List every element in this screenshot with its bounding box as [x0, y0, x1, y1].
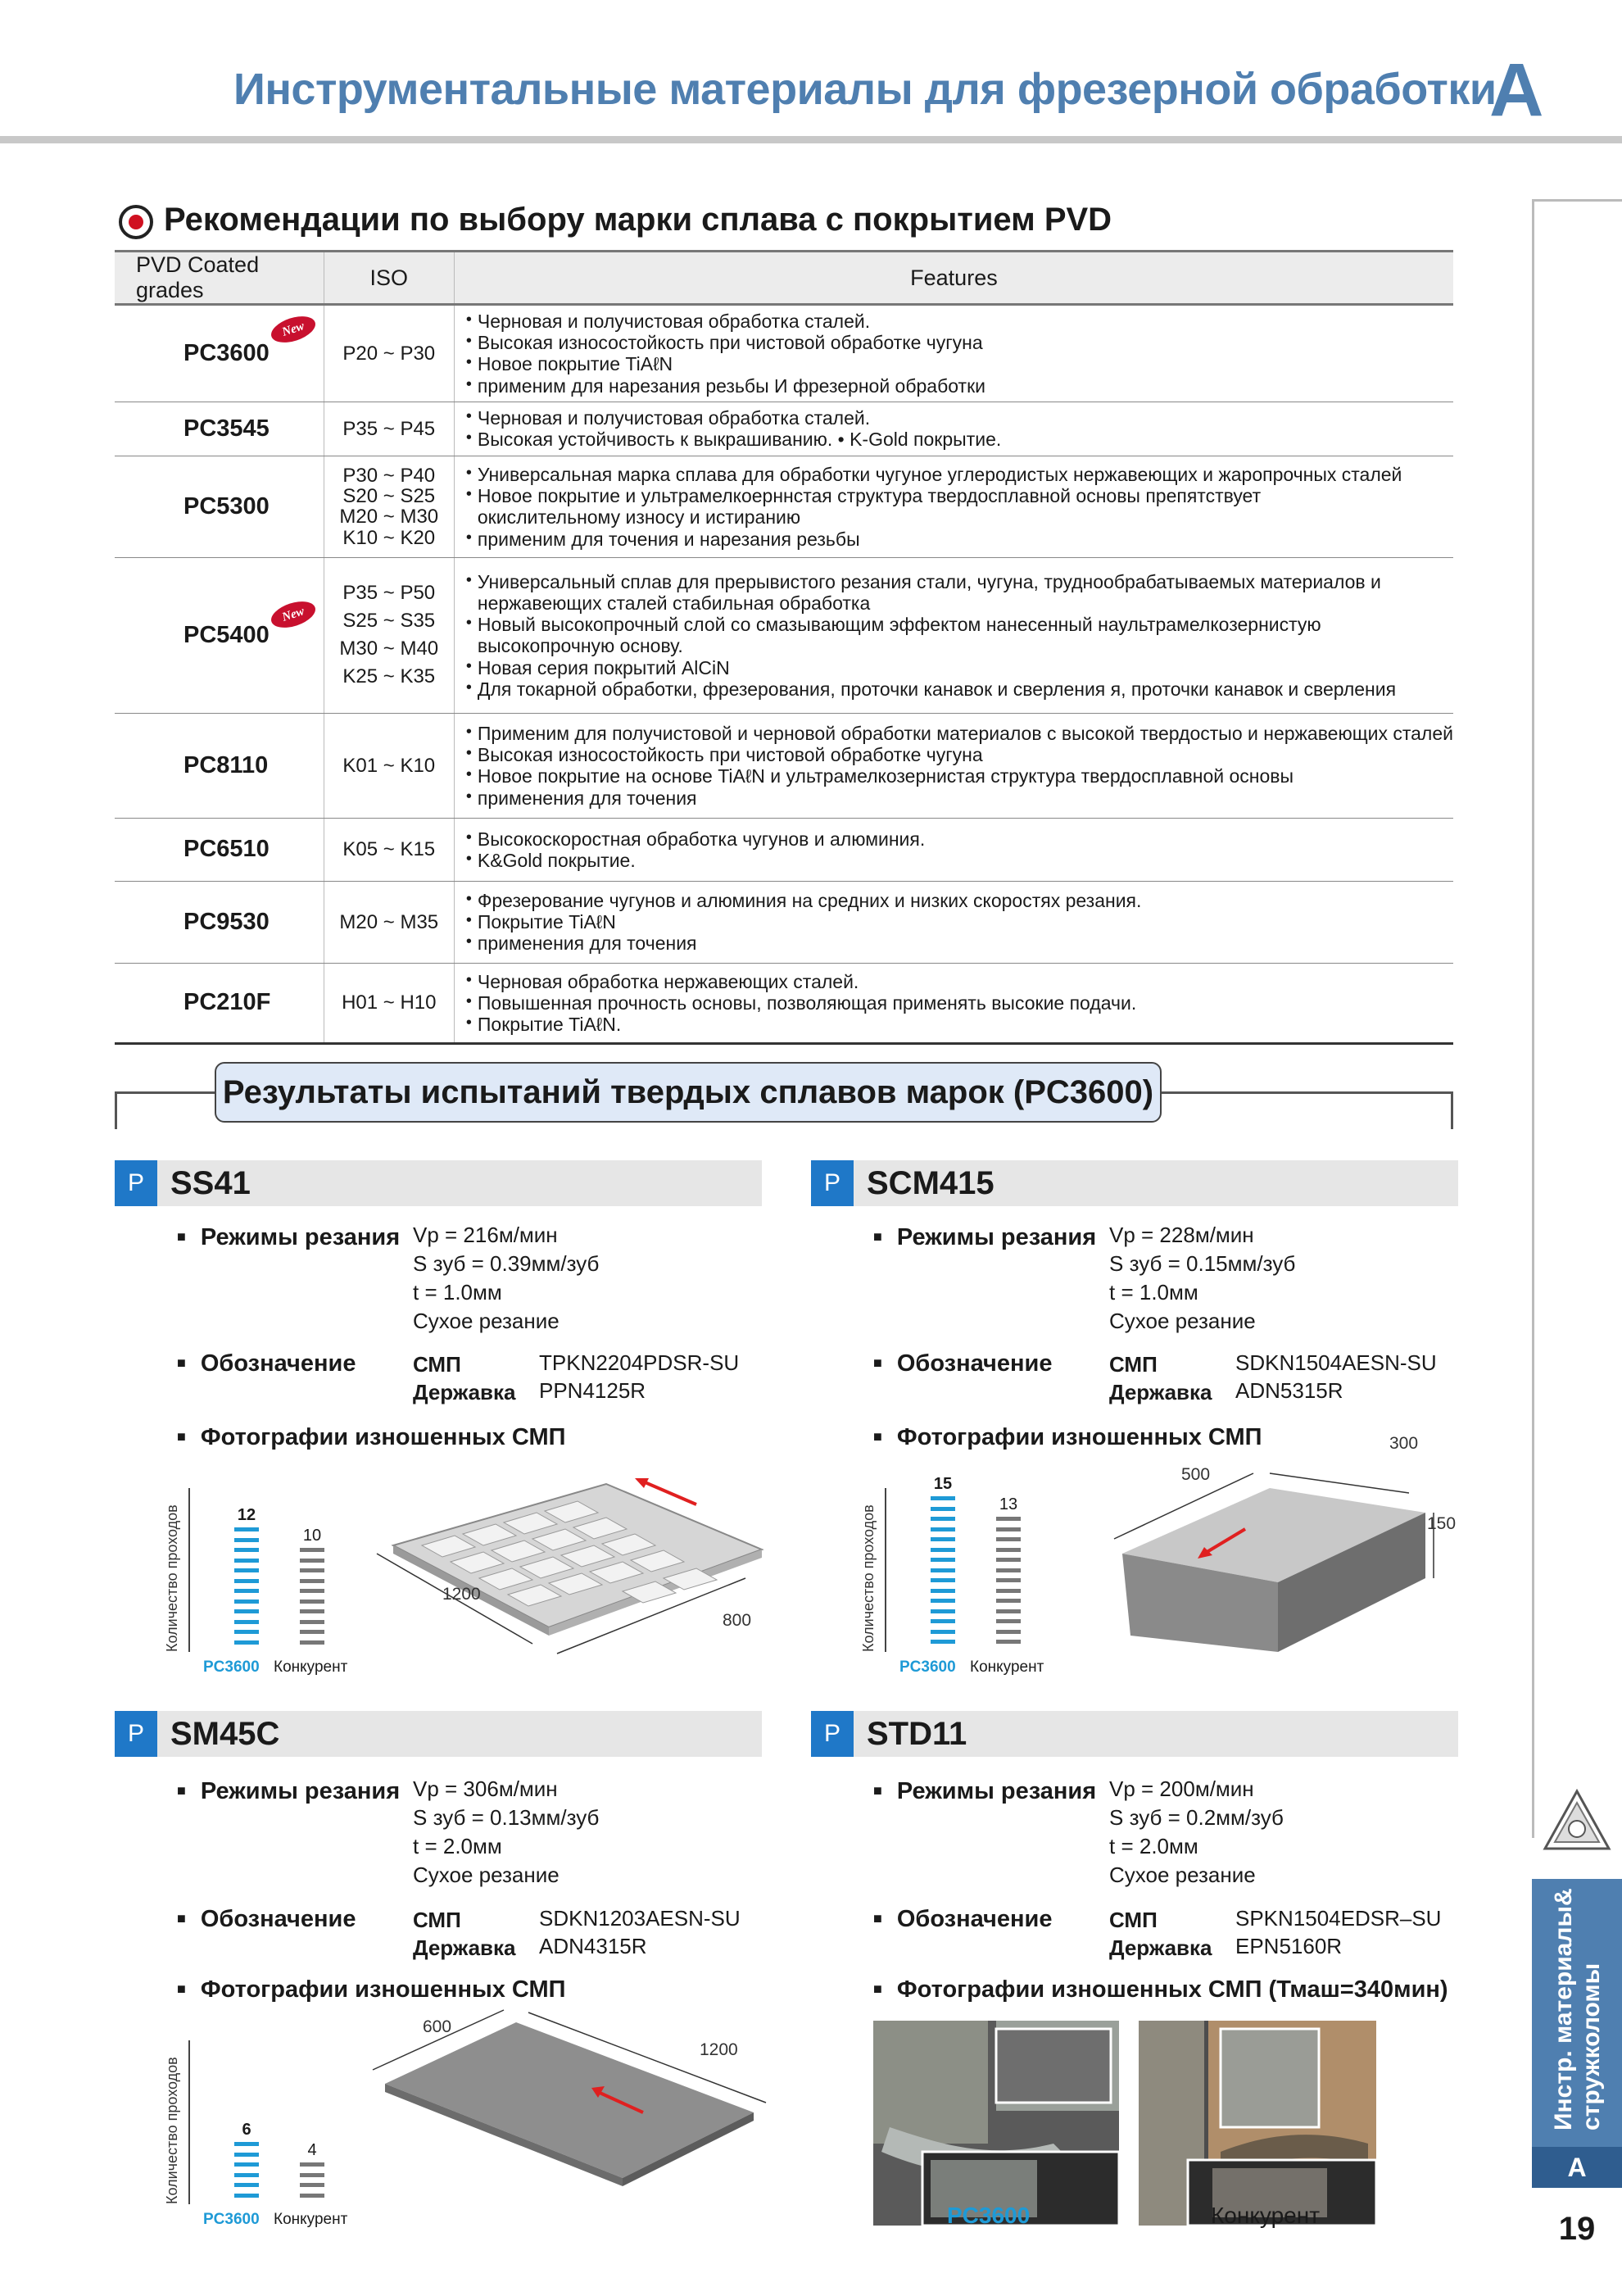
holder-value: EPN5160R	[1235, 1934, 1343, 1958]
bar-segment	[234, 2173, 259, 2177]
holder-value: ADN4315R	[539, 1934, 647, 1958]
iso-range: M20 ~ M30	[339, 506, 439, 529]
material-name: SM45C	[170, 1716, 280, 1752]
table-row	[115, 713, 1453, 818]
feature-line: • Покрытие TiAℓN	[466, 911, 1453, 932]
bar-segment	[300, 2173, 324, 2177]
bar-segment	[234, 1579, 259, 1583]
depth-value: t = 2.0мм	[1109, 1834, 1198, 1858]
cutting-values	[413, 1221, 599, 1336]
vp-value: Vp = 200м/мин	[1109, 1776, 1254, 1801]
bar-segment	[300, 1630, 324, 1634]
iso-range: P35 ~ P45	[342, 417, 436, 440]
bar-competitor	[300, 2162, 324, 2204]
bar-value-label: 6	[242, 2121, 251, 2139]
bar-segment	[996, 1619, 1021, 1623]
col-header-grade: PVD Coated grades	[115, 252, 324, 305]
bar-segment	[931, 1640, 955, 1644]
iso-cell	[324, 557, 454, 713]
bar-pc3600	[931, 1496, 955, 1652]
feature-line: • Новое покрытие на основе TiAℓN и ультрамелкозернистая структура твердосплавной основы	[466, 765, 1453, 787]
bar-segment	[931, 1537, 955, 1541]
bar-segment	[300, 1640, 324, 1645]
bar-segment	[234, 1559, 259, 1563]
bar-segment	[996, 1599, 1021, 1603]
table-row	[115, 305, 1453, 402]
bar-category-label: PC3600	[203, 2211, 260, 2228]
iso-range: K10 ~ K20	[342, 526, 436, 549]
iso-range: K01 ~ K10	[342, 754, 436, 777]
dim-length: 500	[1181, 1465, 1211, 1484]
grade-cell	[115, 557, 324, 713]
insert-label: СМП	[413, 1908, 461, 1932]
designation-label: ■ Обозначение	[873, 1350, 1052, 1377]
grade-name: PC8110	[183, 751, 269, 778]
insert-label: СМП	[1109, 1908, 1158, 1932]
feature-line: окислительному износу и истиранию	[477, 506, 801, 529]
chart-axis	[188, 2040, 190, 2204]
vp-value: Vp = 228м/мин	[1109, 1223, 1254, 1247]
dim-length: 1200	[442, 1585, 481, 1604]
chart-axis	[885, 1488, 886, 1652]
bar-category-label: Конкурент	[274, 2211, 348, 2228]
new-badge: New	[268, 311, 319, 347]
grade-name: PC210F	[183, 989, 271, 1016]
feature-line: • Покрытие TiAℓN.	[466, 1014, 1453, 1035]
insert-value: SDKN1504AESN-SU	[1235, 1350, 1437, 1375]
bar-segment	[931, 1630, 955, 1634]
feed-value: S зуб = 0.15мм/зуб	[1109, 1251, 1296, 1276]
table-row	[115, 456, 1453, 557]
vp-value: Vp = 306м/мин	[413, 1776, 558, 1801]
bar-competitor	[996, 1517, 1021, 1652]
feature-line: • Высокоскоростная обработка чугунов и алюминия.	[466, 828, 1453, 850]
material-name: STD11	[867, 1716, 967, 1752]
workpiece-grid-illustration	[360, 1472, 786, 1677]
panel-ss41	[115, 1160, 762, 1685]
side-tab-label: Инстр. материалы& стружколомы	[1550, 1888, 1605, 2130]
feature-line: • Повышенная прочность основы, позволяющая применять высокие подачи.	[466, 992, 1453, 1014]
page-title: Инструментальные материалы для фрезерной обработки	[233, 65, 1497, 114]
bar-segment	[931, 1568, 955, 1572]
section-letter: A	[1489, 48, 1544, 132]
grade-cell	[115, 402, 324, 456]
col-header-features: Features	[454, 252, 1453, 305]
designation-label: ■ Обозначение	[177, 1906, 356, 1933]
bar-segment	[300, 2194, 324, 2198]
p-badge: P	[115, 1160, 157, 1206]
mode-value: Сухое резание	[1109, 1863, 1256, 1887]
bar-segment	[300, 1579, 324, 1583]
bar-segment	[300, 1609, 324, 1613]
panel-header	[115, 1711, 762, 1757]
bar-value-label: 10	[302, 1527, 322, 1545]
features-cell	[454, 713, 1453, 818]
iso-cell	[324, 963, 454, 1043]
bar-segment	[234, 1568, 259, 1572]
feature-line: • применения для точения	[466, 932, 1453, 954]
grade-cell	[115, 963, 324, 1043]
bar-segment	[234, 1630, 259, 1634]
iso-cell	[324, 818, 454, 881]
feature-line: • Новое покрытие TiAℓN	[466, 353, 1453, 374]
photos-label: ■ Фотографии изношенных СМП	[873, 1424, 1262, 1451]
feature-line: • Универсальный сплав для прерывистого резания стали, чугуна, труднообрабатываемых материалов и	[466, 571, 1453, 592]
table-header-row	[115, 252, 1453, 305]
bar-segment	[300, 2183, 324, 2187]
depth-value: t = 2.0мм	[413, 1834, 502, 1858]
photos-label: ■ Фотографии изношенных СМП (Тмаш=340мин)	[873, 1976, 1448, 2003]
feature-line: • Новая серия покрытий AlCiN	[466, 657, 1453, 678]
grade-name: PC3600	[183, 339, 270, 366]
bar-competitor	[300, 1548, 324, 1652]
bar-value-label: 13	[999, 1495, 1018, 1514]
holder-label: Державка	[1109, 1380, 1212, 1404]
bar-segment	[931, 1496, 955, 1500]
chart-axis	[188, 1488, 190, 1652]
target-icon	[119, 205, 153, 239]
bar-segment	[300, 2162, 324, 2167]
designation-label: ■ Обозначение	[873, 1906, 1052, 1933]
grade-name: PC3545	[183, 415, 270, 442]
iso-cell	[324, 402, 454, 456]
features-cell	[454, 305, 1453, 402]
bar-segment	[300, 1599, 324, 1604]
dim-width: 800	[723, 1611, 752, 1630]
mode-value: Сухое резание	[413, 1863, 560, 1887]
bar-segment	[234, 1548, 259, 1552]
iso-range: K05 ~ K15	[342, 838, 436, 861]
bar-segment	[931, 1527, 955, 1531]
bar-segment	[234, 1538, 259, 1542]
panel-scm415	[811, 1160, 1458, 1685]
holder-label: Державка	[1109, 1935, 1212, 1960]
bar-segment	[931, 1578, 955, 1582]
feed-value: S зуб = 0.13мм/зуб	[413, 1805, 600, 1830]
grade-cell	[115, 713, 324, 818]
designation-label: ■ Обозначение	[177, 1350, 356, 1377]
bar-segment	[931, 1619, 955, 1623]
bar-segment	[996, 1537, 1021, 1541]
iso-range: S20 ~ S25	[342, 485, 436, 508]
bar-segment	[996, 1630, 1021, 1634]
photos-label: ■ Фотографии изношенных СМП	[177, 1976, 565, 2003]
bar-pc3600	[234, 2142, 259, 2204]
bar-segment	[931, 1599, 955, 1603]
table-row	[115, 557, 1453, 713]
p-badge: P	[811, 1711, 854, 1757]
bar-segment	[234, 1620, 259, 1624]
bar-segment	[931, 1609, 955, 1613]
panel-header	[115, 1160, 762, 1206]
bar-segment	[300, 1589, 324, 1593]
bar-category-label: Конкурент	[274, 1658, 348, 1676]
material-name: SS41	[170, 1165, 251, 1201]
bar-value-label: 12	[237, 1506, 256, 1524]
feature-line: • K&Gold покрытие.	[466, 850, 1453, 871]
bar-segment	[931, 1507, 955, 1511]
bar-chart-ss41	[164, 1480, 348, 1677]
bar-segment	[996, 1589, 1021, 1593]
bar-segment	[300, 1620, 324, 1624]
results-banner: Результаты испытаний твердых сплавов марок (PC3600)	[215, 1062, 1162, 1123]
grade-cell	[115, 305, 324, 402]
grade-name: PC5400	[183, 621, 270, 648]
bar-segment	[300, 1548, 324, 1552]
header-rule	[0, 136, 1622, 143]
bar-segment	[300, 1568, 324, 1572]
insert-label: СМП	[413, 1352, 461, 1377]
feed-value: S зуб = 0.2мм/зуб	[1109, 1805, 1284, 1830]
side-tab-letter: A	[1532, 2147, 1622, 2188]
feature-line: • Высокая устойчивость к выкрашиванию. • K-Gold покрытие.	[466, 429, 1453, 450]
bar-segment	[300, 1559, 324, 1563]
feature-line: высокопрочную основу.	[477, 635, 683, 657]
photo-caption-pc3600: PC3600	[947, 2203, 1031, 2228]
feature-line: • применим для точения и нарезания резьбы	[466, 529, 1453, 550]
grade-cell	[115, 881, 324, 963]
dim-width: 600	[423, 2017, 452, 2036]
iso-range: P30 ~ P40	[342, 465, 436, 487]
photo-caption-competitor: Конкурент	[1211, 2203, 1321, 2228]
bar-segment	[234, 1609, 259, 1613]
feature-line: • применения для точения	[466, 787, 1453, 809]
iso-cell	[324, 305, 454, 402]
bar-segment	[996, 1527, 1021, 1531]
wear-photo-pc3600	[873, 2021, 1119, 2226]
feature-line: • Новый высокопрочный слой со смазывающим эффектом нанесенный наультрамелкозернистую	[466, 614, 1453, 635]
p-badge: P	[811, 1160, 854, 1206]
dim-height: 150	[1427, 1514, 1457, 1533]
bar-value-label: 15	[933, 1475, 953, 1493]
insert-label: СМП	[1109, 1352, 1158, 1377]
bar-segment	[234, 2183, 259, 2187]
table-row	[115, 963, 1453, 1043]
page-number: 19	[1558, 2211, 1596, 2247]
feature-line: • Новое покрытие и ультрамелкоерннстая структура твердосплавной основы препятствует	[466, 485, 1453, 506]
grade-name: PC5300	[183, 492, 270, 520]
results-rule-tick-right	[1451, 1091, 1453, 1129]
features-cell	[454, 557, 1453, 713]
feature-line: • Черновая обработка нержавеющих сталей.	[466, 971, 1453, 992]
iso-range: P35 ~ P50	[342, 582, 436, 605]
dim-width: 300	[1389, 1434, 1419, 1453]
feature-line: • Черновая и получистовая обработка сталей.	[466, 311, 1453, 332]
panel-sm45c	[115, 1711, 762, 2235]
iso-range: K25 ~ K35	[342, 665, 436, 688]
panel-std11	[811, 1711, 1458, 2235]
material-name: SCM415	[867, 1165, 994, 1201]
insert-value: TPKN2204PDSR-SU	[539, 1350, 740, 1375]
insert-value: SPKN1504EDSR–SU	[1235, 1906, 1442, 1931]
bar-chart-sm45c	[164, 2032, 348, 2229]
feature-line: • Высокая износостойкость при чистовой обработке чугуна	[466, 744, 1453, 765]
pvd-heading: Рекомендации по выбору марки сплава с покрытием PVD	[164, 202, 1112, 238]
features-cell	[454, 881, 1453, 963]
pvd-grades-table	[115, 250, 1453, 1045]
feed-value: S зуб = 0.39мм/зуб	[413, 1251, 600, 1276]
bar-segment	[996, 1609, 1021, 1613]
feature-line: • Для токарной обработки, фрезерования, проточки канавок и сверления я, проточки канавок и сверления	[466, 678, 1453, 700]
cutting-conditions-label: ■ Режимы резания	[177, 1778, 400, 1805]
table-row	[115, 818, 1453, 881]
panel-header	[811, 1711, 1458, 1757]
bar-segment	[234, 2153, 259, 2157]
side-tab-border	[1532, 199, 1622, 1838]
table-row	[115, 402, 1453, 456]
cutting-values	[413, 1775, 599, 1890]
holder-label: Державка	[413, 1935, 516, 1960]
iso-cell	[324, 456, 454, 557]
cutting-values	[1109, 1221, 1295, 1336]
bar-segment	[996, 1558, 1021, 1562]
new-badge: New	[268, 597, 319, 633]
bar-segment	[996, 1640, 1021, 1644]
bar-pc3600	[234, 1527, 259, 1652]
bar-segment	[996, 1578, 1021, 1582]
grade-name: PC9530	[183, 908, 270, 935]
features-cell	[454, 818, 1453, 881]
features-cell	[454, 456, 1453, 557]
table-row	[115, 881, 1453, 963]
grade-name: PC6510	[183, 836, 270, 863]
grade-cell	[115, 456, 324, 557]
bar-segment	[931, 1517, 955, 1521]
chart-ylabel: Количество проходов	[164, 2057, 180, 2204]
bar-segment	[931, 1558, 955, 1562]
chart-ylabel: Количество проходов	[164, 1504, 180, 1652]
iso-range: P20 ~ P30	[342, 342, 436, 365]
depth-value: t = 1.0мм	[1109, 1280, 1198, 1305]
chart-ylabel: Количество проходов	[860, 1504, 877, 1652]
bar-segment	[996, 1517, 1021, 1521]
iso-range: S25 ~ S35	[342, 610, 436, 633]
bar-segment	[234, 1527, 259, 1531]
iso-cell	[324, 713, 454, 818]
vp-value: Vp = 216м/мин	[413, 1223, 558, 1247]
col-header-iso: ISO	[324, 252, 454, 305]
mode-value: Сухое резание	[413, 1309, 560, 1333]
bar-segment	[931, 1589, 955, 1593]
depth-value: t = 1.0мм	[413, 1280, 502, 1305]
bar-category-label: PC3600	[899, 1658, 956, 1676]
bar-segment	[234, 2162, 259, 2167]
cutting-conditions-label: ■ Режимы резания	[873, 1224, 1096, 1251]
bar-segment	[234, 2142, 259, 2146]
iso-range: M30 ~ M40	[339, 638, 439, 660]
features-cell	[454, 402, 1453, 456]
bar-value-label: 4	[307, 2141, 317, 2160]
holder-label: Державка	[413, 1380, 516, 1404]
cutting-conditions-label: ■ Режимы резания	[177, 1224, 400, 1251]
iso-cell	[324, 881, 454, 963]
iso-range: M20 ~ M35	[339, 910, 439, 933]
holder-value: ADN5315R	[1235, 1378, 1343, 1403]
bar-segment	[931, 1548, 955, 1552]
bar-segment	[234, 1589, 259, 1593]
dim-length: 1200	[700, 2040, 738, 2059]
results-rule-tick-left	[115, 1091, 117, 1129]
bar-segment	[996, 1568, 1021, 1572]
bar-category-label: PC3600	[203, 1658, 260, 1676]
cutting-conditions-label: ■ Режимы резания	[873, 1778, 1096, 1805]
iso-range: H01 ~ H10	[342, 991, 437, 1014]
feature-line: • Фрезерование чугунов и алюминия на средних и низких скоростях резания.	[466, 890, 1453, 911]
workpiece-block-illustration	[1106, 1447, 1450, 1677]
insert-value: SDKN1203AESN-SU	[539, 1906, 741, 1931]
bar-segment	[234, 1640, 259, 1645]
p-badge: P	[115, 1711, 157, 1757]
cutting-values	[1109, 1775, 1284, 1890]
wear-photo-competitor	[1139, 2021, 1376, 2226]
panel-header	[811, 1160, 1458, 1206]
grade-cell	[115, 818, 324, 881]
bar-category-label: Конкурент	[970, 1658, 1044, 1676]
feature-line: • применим для нарезания резьбы И фрезерной обработки	[466, 375, 1453, 397]
bar-chart-scm415	[860, 1475, 1044, 1677]
feature-line: • Применим для получистовой и черновой обработки материалов с высокой твердостыо и нержавеющих сталей	[466, 723, 1453, 744]
feature-line: нержавеющих сталей стабильная обработка	[477, 592, 871, 614]
mode-value: Сухое резание	[1109, 1309, 1256, 1333]
photos-label: ■ Фотографии изношенных СМП	[177, 1424, 565, 1451]
bar-segment	[234, 1599, 259, 1604]
feature-line: • Черновая и получистовая обработка сталей.	[466, 407, 1453, 429]
features-cell	[454, 963, 1453, 1043]
holder-value: PPN4125R	[539, 1378, 646, 1403]
bar-segment	[996, 1548, 1021, 1552]
bar-segment	[234, 2194, 259, 2198]
feature-line: • Универсальная марка сплава для обработки чугуное углеродистых нержавеющих и жаропрочных сталей	[466, 464, 1453, 485]
feature-line: • Высокая износостойкость при чистовой обработке чугуна	[466, 332, 1453, 353]
